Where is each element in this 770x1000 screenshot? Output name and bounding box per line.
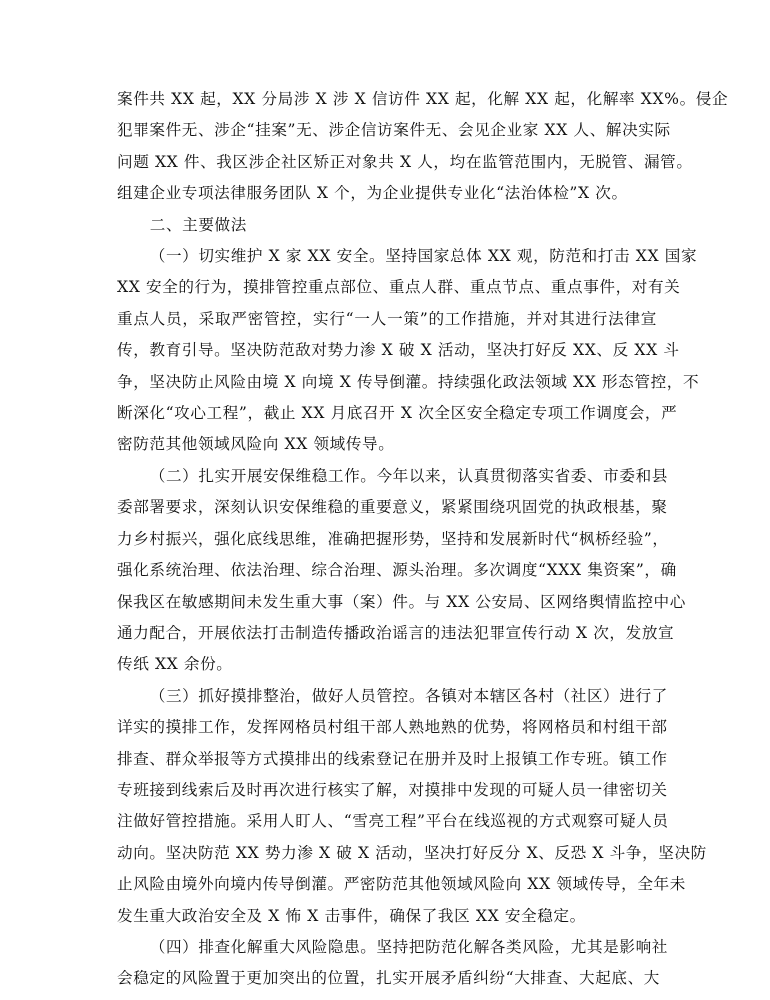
text-line: （二）扎实开展安保维稳工作。今年以来，认真贯彻落实省委、市委和县	[149, 466, 668, 485]
text-line: 二、主要做法	[149, 215, 247, 234]
text-line: 注做好管控措施。采用人盯人、“雪亮工程”平台在线巡视的方式观察可疑人员	[117, 812, 669, 831]
text-line: 详实的摸排工作，发挥网格员村组干部人熟地熟的优势，将网格员和村组干部	[117, 718, 668, 737]
text-line: 传，教育引导。坚决防范敌对势力渗 X 破 X 活动，坚决打好反 XX、反 XX 斗	[117, 341, 680, 360]
text-line: 重点人员，采取严密管控，实行“一人一策”的工作措施，并对其进行法律宣	[117, 309, 657, 328]
text-line: （四）排查化解重大风险隐患。坚持把防范化解各类风险，尤其是影响社	[149, 937, 668, 956]
text-line: 专班接到线索后及时再次进行核实了解，对摸排中发现的可疑人员一律密切关	[117, 780, 668, 799]
text-line: 发生重大政治安全及 X 怖 X 击事件，确保了我区 XX 安全稳定。	[117, 906, 586, 925]
text-line: 犯罪案件无、涉企“挂案”无、涉企信访案件无、会见企业家 XX 人、解决实际	[117, 121, 671, 140]
text-line: 止风险由境外向境内传导倒灌。严密防范其他领域风险向 XX 领域传导，全年未	[117, 875, 686, 894]
text-line: 动向。坚决防范 XX 势力渗 X 破 X 活动，坚决打好反分 X、反恐 X 斗争，坚决防	[117, 843, 707, 862]
text-line: 保我区在敏感期间未发生重大事（案）件。与 XX 公安局、区网络舆情监控中心	[117, 592, 686, 611]
text-line: 通力配合，开展依法打击制造传播政治谣言的违法犯罪宣传行动 X 次，发放宣	[117, 623, 675, 642]
text-line: 争，坚决防止风险由境 X 向境 X 传导倒灌。持续强化政法领域 XX 形态管控，不	[117, 372, 700, 391]
text-line: 排查、群众举报等方式摸排出的线索登记在册并及时上报镇工作专班。镇工作	[117, 749, 668, 768]
text-line: （一）切实维护 X 家 XX 安全。坚持国家总体 XX 观，防范和打击 XX 国家	[149, 247, 698, 266]
text-line: （三）抓好摸排整治，做好人员管控。各镇对本辖区各村（社区）进行了	[149, 686, 668, 705]
text-line: 强化系统治理、依法治理、综合治理、源头治理。多次调度“XXX 集资案”，确	[117, 561, 677, 580]
text-line: 组建企业专项法律服务团队 X 个，为企业提供专业化“法治体检”X 次。	[117, 184, 628, 203]
document-body	[117, 84, 729, 995]
text-line: 断深化“攻心工程”，截止 XX 月底召开 X 次全区安全稳定专项工作调度会，严	[117, 404, 678, 423]
text-line: 委部署要求，深刻认识安保维稳的重要意义，紧紧围绕巩固党的执政根基，聚	[117, 498, 668, 517]
text-line: 问题 XX 件、我区涉企社区矫正对象共 X 人，均在监管范围内，无脱管、漏管。	[117, 152, 693, 171]
text-line: 案件共 XX 起，XX 分局涉 X 涉 X 信访件 XX 起，化解 XX 起，化解率 XX%。侵企	[117, 90, 729, 108]
text-line: 传纸 XX 余份。	[117, 655, 233, 674]
text-line: 密防范其他领域风险向 XX 领域传导。	[117, 435, 395, 454]
text-line: 力乡村振兴，强化底线思维，准确把握形势，坚持和发展新时代“枫桥经验”，	[117, 529, 669, 548]
text-line: XX 安全的行为，摸排管控重点部位、重点人群、重点节点、重点事件，对有关	[117, 278, 681, 297]
text-line: 会稳定的风险置于更加突出的位置，扎实开展矛盾纠纷“大排查、大起底、大	[117, 969, 660, 988]
